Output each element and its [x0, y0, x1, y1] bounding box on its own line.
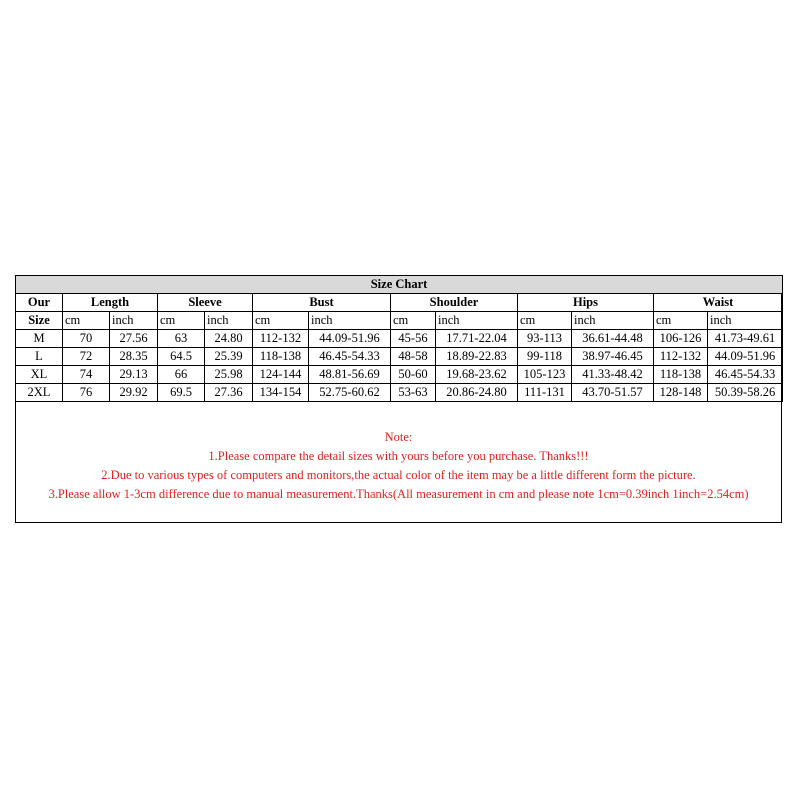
table-cell: 124-144	[253, 366, 309, 384]
table-cell: 24.80	[205, 330, 253, 348]
table-cell: 28.35	[110, 348, 158, 366]
table-cell: 99-118	[518, 348, 572, 366]
table-cell: 46.45-54.33	[708, 366, 783, 384]
unit-header-row	[16, 312, 783, 330]
table-row	[16, 348, 783, 366]
unit-inch: inch	[572, 312, 654, 330]
chart-title: Size Chart	[16, 276, 783, 294]
table-cell: 44.09-51.96	[708, 348, 783, 366]
group-header-shoulder: Shoulder	[391, 294, 518, 312]
table-cell: 50-60	[391, 366, 436, 384]
note-line-3: 3.Please allow 1-3cm difference due to manual measurement.Thanks(All measurement in cm and please note 1cm=0.39inch 1inch=2.54cm)	[48, 487, 749, 501]
our-size-header-line1: Our	[16, 294, 63, 312]
table-cell: 18.89-22.83	[436, 348, 518, 366]
note-heading: Note:	[384, 430, 413, 444]
group-header-row	[16, 294, 783, 312]
table-cell: 53-63	[391, 384, 436, 402]
size-cell: M	[16, 330, 63, 348]
size-chart	[15, 275, 782, 523]
table-cell: 27.56	[110, 330, 158, 348]
table-cell: 72	[63, 348, 110, 366]
table-cell: 128-148	[654, 384, 708, 402]
table-cell: 45-56	[391, 330, 436, 348]
table-cell: 52.75-60.62	[309, 384, 391, 402]
table-cell: 41.33-48.42	[572, 366, 654, 384]
table-cell: 38.97-46.45	[572, 348, 654, 366]
table-cell: 19.68-23.62	[436, 366, 518, 384]
table-row	[16, 384, 783, 402]
table-cell: 44.09-51.96	[309, 330, 391, 348]
note-line-2: 2.Due to various types of computers and monitors,the actual color of the item may be a little different form the picture.	[101, 468, 696, 482]
notes-section	[16, 428, 781, 504]
unit-inch: inch	[708, 312, 783, 330]
table-cell: 25.39	[205, 348, 253, 366]
unit-cm: cm	[391, 312, 436, 330]
group-header-sleeve: Sleeve	[158, 294, 253, 312]
unit-inch: inch	[309, 312, 391, 330]
unit-inch: inch	[110, 312, 158, 330]
table-cell: 50.39-58.26	[708, 384, 783, 402]
table-cell: 25.98	[205, 366, 253, 384]
group-header-waist: Waist	[654, 294, 783, 312]
table-cell: 36.61-44.48	[572, 330, 654, 348]
table-cell: 43.70-51.57	[572, 384, 654, 402]
table-cell: 66	[158, 366, 205, 384]
table-cell: 69.5	[158, 384, 205, 402]
table-cell: 48.81-56.69	[309, 366, 391, 384]
title-row	[16, 276, 783, 294]
table-cell: 112-132	[253, 330, 309, 348]
note-line-1: 1.Please compare the detail sizes with yours before you purchase. Thanks!!!	[208, 449, 589, 463]
table-cell: 17.71-22.04	[436, 330, 518, 348]
our-size-header-line2: Size	[16, 312, 63, 330]
table-cell: 93-113	[518, 330, 572, 348]
group-header-hips: Hips	[518, 294, 654, 312]
table-cell: 27.36	[205, 384, 253, 402]
table-cell: 48-58	[391, 348, 436, 366]
unit-cm: cm	[253, 312, 309, 330]
unit-inch: inch	[205, 312, 253, 330]
table-cell: 20.86-24.80	[436, 384, 518, 402]
unit-cm: cm	[63, 312, 110, 330]
size-cell: XL	[16, 366, 63, 384]
table-cell: 29.13	[110, 366, 158, 384]
table-cell: 29.92	[110, 384, 158, 402]
table-cell: 118-138	[654, 366, 708, 384]
group-header-bust: Bust	[253, 294, 391, 312]
unit-inch: inch	[436, 312, 518, 330]
table-cell: 70	[63, 330, 110, 348]
table-cell: 46.45-54.33	[309, 348, 391, 366]
table-cell: 112-132	[654, 348, 708, 366]
table-cell: 64.5	[158, 348, 205, 366]
unit-cm: cm	[654, 312, 708, 330]
table-cell: 105-123	[518, 366, 572, 384]
table-cell: 74	[63, 366, 110, 384]
table-cell: 41.73-49.61	[708, 330, 783, 348]
table-cell: 111-131	[518, 384, 572, 402]
group-header-length: Length	[63, 294, 158, 312]
size-cell: L	[16, 348, 63, 366]
size-table	[15, 275, 783, 402]
table-cell: 106-126	[654, 330, 708, 348]
table-cell: 134-154	[253, 384, 309, 402]
unit-cm: cm	[158, 312, 205, 330]
table-row	[16, 330, 783, 348]
size-cell: 2XL	[16, 384, 63, 402]
unit-cm: cm	[518, 312, 572, 330]
table-cell: 76	[63, 384, 110, 402]
table-cell: 118-138	[253, 348, 309, 366]
table-row	[16, 366, 783, 384]
table-cell: 63	[158, 330, 205, 348]
